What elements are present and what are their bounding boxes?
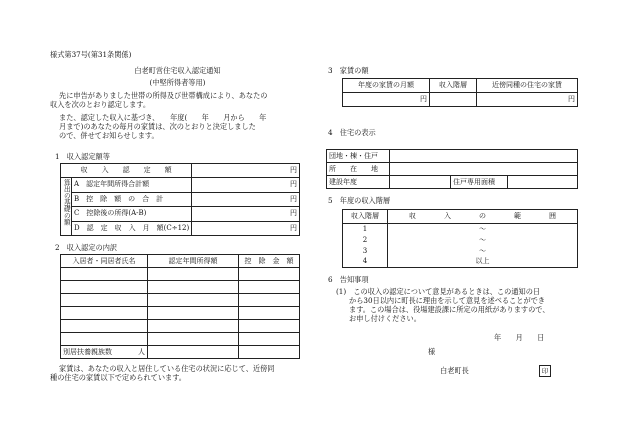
unit-label: 円 bbox=[420, 95, 427, 104]
unit-label: 円 bbox=[290, 180, 297, 189]
level-number: 3 bbox=[343, 246, 388, 257]
section3-heading: 3 家賃の額 bbox=[328, 66, 369, 75]
income-amount-label: 収 入 認 定 額 bbox=[61, 164, 192, 178]
calculation-basis-label: 算出の基礎の額 bbox=[61, 178, 72, 236]
section2-heading: 2 収入認定の内訳 bbox=[55, 243, 118, 252]
member-income-cell[interactable] bbox=[148, 281, 239, 294]
rent-line: 月まで)のあなたの毎月の家賃は、次のとおりと決定しました bbox=[59, 122, 256, 131]
dwelling-table bbox=[326, 149, 578, 189]
notice-line: から30日以内に町長に理由を示して意見を述べることができ bbox=[349, 296, 546, 305]
member-income-cell[interactable] bbox=[148, 294, 239, 307]
monthly-rent-cell[interactable] bbox=[343, 93, 430, 107]
estate-building-unit-label: 団地・棟・住戸 bbox=[327, 150, 390, 163]
member-income-cell[interactable] bbox=[148, 320, 239, 333]
header-level: 収入階層 bbox=[343, 210, 388, 224]
section1-heading: 1 収入認定額等 bbox=[55, 152, 110, 161]
income-breakdown-table bbox=[60, 254, 300, 359]
rent-line: また、認定した収入に基づき、 年度( 年 月から 年 bbox=[59, 113, 267, 122]
header-nearby-rent: 近傍同種の住宅の家賃 bbox=[477, 79, 578, 93]
unit-label: 円 bbox=[290, 194, 297, 203]
member-deduction-cell[interactable] bbox=[239, 281, 300, 294]
member-deduction-cell[interactable] bbox=[239, 333, 300, 346]
floor-area-cell[interactable] bbox=[508, 176, 578, 189]
header-name: 入居者・同居者氏名 bbox=[61, 255, 148, 268]
row-value-c[interactable] bbox=[192, 207, 300, 222]
intro-paragraph bbox=[50, 91, 310, 109]
income-level-table bbox=[342, 209, 578, 268]
level-range: ～ bbox=[388, 246, 578, 257]
member-deduction-cell[interactable] bbox=[239, 268, 300, 281]
level-number: 2 bbox=[343, 235, 388, 246]
income-amount-cell[interactable] bbox=[192, 164, 300, 178]
income-recognition-table bbox=[60, 163, 300, 236]
intro-line: 収入を次のとおり認定します。 bbox=[50, 100, 151, 109]
income-level-cell[interactable] bbox=[430, 93, 477, 107]
row-value-b[interactable] bbox=[192, 192, 300, 207]
member-deduction-cell[interactable] bbox=[239, 320, 300, 333]
member-deduction-cell[interactable] bbox=[239, 294, 300, 307]
row-label-b: B 控 除 額 の 合 計 bbox=[72, 192, 192, 207]
section6-heading: 6 告知事項 bbox=[328, 275, 369, 284]
notice-text bbox=[336, 287, 586, 323]
header-range: 収 入 の 範 囲 bbox=[388, 210, 578, 224]
level-range: ～ bbox=[388, 235, 578, 246]
member-income-cell[interactable] bbox=[148, 307, 239, 320]
dependents-cell[interactable] bbox=[61, 346, 148, 359]
section5-heading: 5 年度の収入階層 bbox=[328, 196, 391, 205]
intro-line: 先に申告がありました世帯の所得及び世帯構成により、あなたの bbox=[59, 91, 268, 100]
header-monthly-rent: 年度の家賃の月額 bbox=[343, 79, 430, 93]
member-deduction-cell[interactable] bbox=[239, 307, 300, 320]
member-income-cell[interactable] bbox=[148, 268, 239, 281]
member-name-cell[interactable] bbox=[61, 333, 148, 346]
document-subtitle: (中堅所得者等用) bbox=[149, 78, 206, 87]
unit-label: 円 bbox=[290, 166, 297, 175]
level-range: ～ bbox=[388, 224, 578, 235]
construction-year-cell[interactable] bbox=[390, 176, 451, 189]
issuer-name: 白老町長 bbox=[440, 366, 469, 375]
address-label: 所 在 地 bbox=[327, 163, 390, 176]
member-name-cell[interactable] bbox=[61, 281, 148, 294]
addressee-suffix: 様 bbox=[428, 347, 436, 356]
rent-table bbox=[342, 78, 578, 107]
level-number: 1 bbox=[343, 224, 388, 235]
header-deduction: 控 除 金 額 bbox=[239, 255, 300, 268]
member-name-cell[interactable] bbox=[61, 320, 148, 333]
member-income-cell[interactable] bbox=[148, 333, 239, 346]
address-cell[interactable] bbox=[390, 163, 578, 176]
dependents-label: 別居扶養親族数 bbox=[63, 347, 112, 356]
unit-label: 円 bbox=[568, 95, 575, 104]
member-name-cell[interactable] bbox=[61, 294, 148, 307]
document-title: 白老町営住宅収入認定通知 bbox=[134, 66, 221, 75]
notice-line: お申し付けください。 bbox=[349, 314, 421, 323]
row-value-a[interactable] bbox=[192, 178, 300, 193]
form-number: 様式第37号(第31条関係) bbox=[50, 50, 132, 59]
construction-year-label: 建設年度 bbox=[327, 176, 390, 189]
section4-heading: 4 住宅の表示 bbox=[328, 128, 376, 137]
footer-line: 種の住宅の家賃以下で定められています。 bbox=[50, 373, 186, 382]
notice-line: ます。この場合は、役場建設課に所定の用紙がありますので、 bbox=[349, 305, 550, 314]
footer-note bbox=[50, 364, 312, 382]
row-label-d: D 認 定 収 入 月 額(C÷12) bbox=[72, 221, 192, 236]
seal-mark: 印 bbox=[539, 365, 551, 377]
level-range: 以上 bbox=[388, 257, 578, 268]
floor-area-label: 住戸専用面積 bbox=[451, 176, 508, 189]
member-name-cell[interactable] bbox=[61, 268, 148, 281]
row-value-d[interactable] bbox=[192, 221, 300, 236]
rent-line: ので、併せてお知らせします。 bbox=[59, 131, 159, 140]
dependents-unit: 人 bbox=[138, 347, 145, 356]
row-label-c: C 控除後の所得(A-B) bbox=[72, 207, 192, 222]
notice-line: (1) この収入の認定について意見があるときは、この通知の日 bbox=[336, 287, 541, 296]
unit-label: 円 bbox=[290, 209, 297, 218]
official-seal bbox=[539, 365, 551, 377]
unit-label: 円 bbox=[290, 223, 297, 232]
header-annual-income: 認定年間所得額 bbox=[148, 255, 239, 268]
footer-line: 家賃は、あなたの収入と居住している住宅の状況に応じて、近傍同 bbox=[59, 364, 275, 373]
issue-date: 年 月 日 bbox=[494, 333, 545, 342]
level-number: 4 bbox=[343, 257, 388, 268]
header-income-level: 収入階層 bbox=[430, 79, 477, 93]
rent-paragraph bbox=[50, 113, 310, 140]
nearby-rent-cell[interactable] bbox=[477, 93, 578, 107]
row-label-a: A 認定年間所得合計額 bbox=[72, 178, 192, 193]
member-name-cell[interactable] bbox=[61, 307, 148, 320]
dependents-income-cell[interactable] bbox=[148, 346, 239, 359]
estate-building-unit-cell[interactable] bbox=[390, 150, 578, 163]
dependents-deduction-cell[interactable] bbox=[239, 346, 300, 359]
